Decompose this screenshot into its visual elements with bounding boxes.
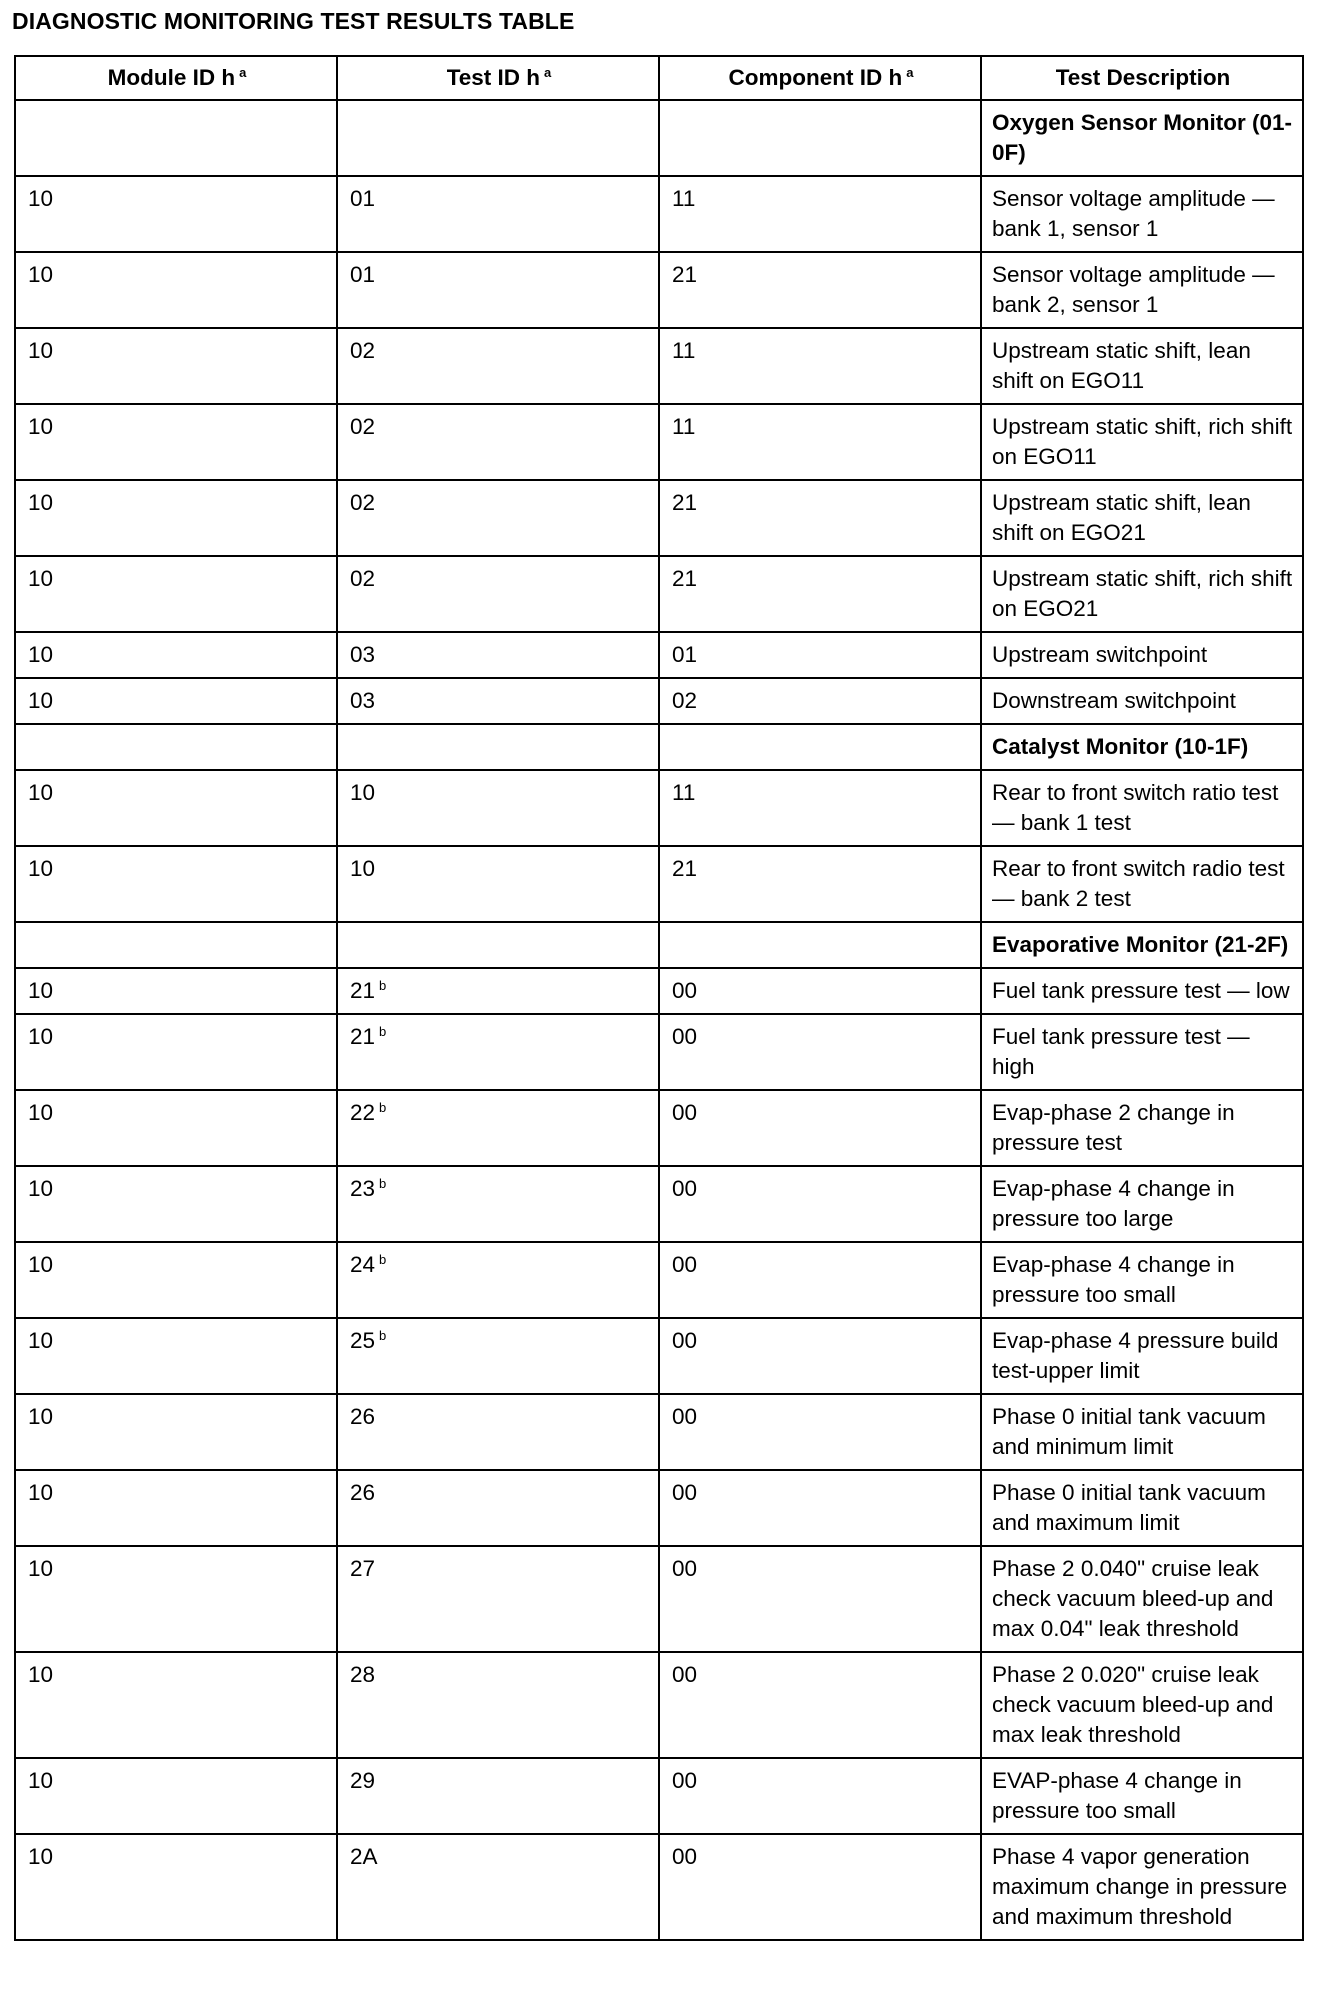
cell-component-id: 11 [659, 176, 981, 252]
cell-test-description: Sensor voltage amplitude — bank 1, sensor 1 [981, 176, 1303, 252]
cell-test-id [337, 100, 659, 176]
cell-test-description: Evap-phase 2 change in pressure test [981, 1090, 1303, 1166]
cell-module-id [15, 724, 337, 770]
cell-test-description: Rear to front switch radio test — bank 2 test [981, 846, 1303, 922]
cell-component-id: 00 [659, 1652, 981, 1758]
cell-test-description: Rear to front switch ratio test — bank 1 test [981, 770, 1303, 846]
cell-test-id [337, 176, 659, 252]
header-component-id: Component ID h $^a$ [659, 56, 981, 100]
cell-test-id [337, 1014, 659, 1090]
section-title: Oxygen Sensor Monitor (01-0F) [981, 100, 1303, 176]
cell-component-id: 00 [659, 1242, 981, 1318]
test-id-value: 10 [350, 780, 376, 805]
cell-test-id [337, 1394, 659, 1470]
test-id-value: 26 [350, 1404, 376, 1429]
footnote-marker: a [906, 65, 914, 80]
cell-test-description: Fuel tank pressure test — low [981, 968, 1303, 1014]
cell-component-id: 00 [659, 1470, 981, 1546]
cell-test-id [337, 1758, 659, 1834]
section-title: Catalyst Monitor (10-1F) [981, 724, 1303, 770]
cell-component-id [659, 724, 981, 770]
cell-module-id: 10 [15, 1394, 337, 1470]
cell-module-id: 10 [15, 1470, 337, 1546]
test-id-value: 28 [350, 1662, 376, 1687]
table-row [15, 1318, 1303, 1394]
cell-test-description: Upstream static shift, lean shift on EGO11 [981, 328, 1303, 404]
cell-module-id: 10 [15, 678, 337, 724]
cell-test-description: Evap-phase 4 change in pressure too small [981, 1242, 1303, 1318]
table-row [15, 404, 1303, 480]
cell-module-id: 10 [15, 480, 337, 556]
test-id-value: 24 [350, 1252, 376, 1277]
cell-module-id: 10 [15, 1758, 337, 1834]
table-row [15, 480, 1303, 556]
table-row [15, 678, 1303, 724]
cell-component-id: 21 [659, 846, 981, 922]
cell-component-id: 00 [659, 1318, 981, 1394]
table-row [15, 846, 1303, 922]
table-row [15, 176, 1303, 252]
footnote-marker: a [239, 65, 247, 80]
test-id-value: 02 [350, 490, 376, 515]
table-row [15, 1470, 1303, 1546]
cell-component-id: 11 [659, 770, 981, 846]
cell-test-description: Phase 2 0.040" cruise leak check vacuum bleed-up and max 0.04" leak threshold [981, 1546, 1303, 1652]
cell-module-id: 10 [15, 176, 337, 252]
test-id-value: 27 [350, 1556, 376, 1581]
cell-test-description: Fuel tank pressure test — high [981, 1014, 1303, 1090]
cell-module-id: 10 [15, 1242, 337, 1318]
test-id-value: 23 [350, 1176, 376, 1201]
cell-component-id: 21 [659, 480, 981, 556]
table-row [15, 1758, 1303, 1834]
cell-module-id [15, 922, 337, 968]
table-row [15, 632, 1303, 678]
cell-test-description: Phase 0 initial tank vacuum and minimum limit [981, 1394, 1303, 1470]
footnote-marker: b [379, 1252, 387, 1267]
cell-component-id: 11 [659, 404, 981, 480]
table-row [15, 770, 1303, 846]
test-id-value: 25 [350, 1328, 376, 1353]
cell-test-description: Downstream switchpoint [981, 678, 1303, 724]
cell-test-id [337, 632, 659, 678]
header-test-id: Test ID h $^a$ [337, 56, 659, 100]
footnote-marker: a [544, 65, 552, 80]
cell-test-id [337, 1652, 659, 1758]
cell-test-description: EVAP-phase 4 change in pressure too small [981, 1758, 1303, 1834]
test-id-value: 10 [350, 856, 376, 881]
cell-component-id: 00 [659, 1834, 981, 1940]
cell-module-id: 10 [15, 770, 337, 846]
cell-test-description: Phase 0 initial tank vacuum and maximum limit [981, 1470, 1303, 1546]
table-row [15, 1242, 1303, 1318]
cell-module-id: 10 [15, 252, 337, 328]
test-id-value: 21 [350, 1024, 376, 1049]
cell-module-id: 10 [15, 1166, 337, 1242]
cell-test-description: Upstream switchpoint [981, 632, 1303, 678]
cell-test-id [337, 678, 659, 724]
table-row [15, 328, 1303, 404]
cell-test-id [337, 1318, 659, 1394]
cell-test-description: Phase 4 vapor generation maximum change in pressure and maximum threshold [981, 1834, 1303, 1940]
cell-test-description: Evap-phase 4 change in pressure too large [981, 1166, 1303, 1242]
cell-module-id: 10 [15, 968, 337, 1014]
cell-test-id [337, 968, 659, 1014]
test-id-value: 02 [350, 414, 376, 439]
cell-test-id [337, 724, 659, 770]
table-row [15, 556, 1303, 632]
header-test-description: Test Description [981, 56, 1303, 100]
cell-test-description: Upstream static shift, lean shift on EGO21 [981, 480, 1303, 556]
cell-component-id: 00 [659, 968, 981, 1014]
cell-module-id: 10 [15, 632, 337, 678]
table-header-row [15, 56, 1303, 100]
table-row [15, 968, 1303, 1014]
section-title: Evaporative Monitor (21-2F) [981, 922, 1303, 968]
cell-module-id: 10 [15, 1546, 337, 1652]
cell-test-id [337, 770, 659, 846]
cell-test-description: Sensor voltage amplitude — bank 2, sensor 1 [981, 252, 1303, 328]
cell-component-id: 21 [659, 252, 981, 328]
footnote-marker: b [379, 1100, 387, 1115]
cell-test-id [337, 1834, 659, 1940]
cell-module-id: 10 [15, 404, 337, 480]
cell-test-id [337, 846, 659, 922]
cell-component-id [659, 922, 981, 968]
cell-module-id: 10 [15, 1652, 337, 1758]
test-id-value: 26 [350, 1480, 376, 1505]
table-row [15, 1834, 1303, 1940]
cell-component-id: 00 [659, 1090, 981, 1166]
footnote-marker: b [379, 978, 387, 993]
test-id-value: 22 [350, 1100, 376, 1125]
cell-module-id: 10 [15, 1014, 337, 1090]
cell-component-id: 00 [659, 1546, 981, 1652]
section-heading-row [15, 922, 1303, 968]
cell-test-id [337, 1470, 659, 1546]
cell-test-id [337, 1546, 659, 1652]
test-id-value: 21 [350, 978, 376, 1003]
cell-test-id [337, 1090, 659, 1166]
cell-test-id [337, 404, 659, 480]
test-id-value: 01 [350, 186, 376, 211]
cell-component-id: 02 [659, 678, 981, 724]
cell-component-id: 00 [659, 1166, 981, 1242]
table-row [15, 1090, 1303, 1166]
cell-component-id: 01 [659, 632, 981, 678]
cell-test-id [337, 1166, 659, 1242]
cell-test-id [337, 922, 659, 968]
test-id-value: 03 [350, 642, 376, 667]
cell-test-description: Phase 2 0.020" cruise leak check vacuum bleed-up and max leak threshold [981, 1652, 1303, 1758]
cell-test-id [337, 480, 659, 556]
cell-test-description: Upstream static shift, rich shift on EGO21 [981, 556, 1303, 632]
table-row [15, 1394, 1303, 1470]
cell-component-id: 00 [659, 1014, 981, 1090]
section-heading-row [15, 724, 1303, 770]
cell-test-description: Upstream static shift, rich shift on EGO11 [981, 404, 1303, 480]
cell-test-id [337, 328, 659, 404]
header-module-id: Module ID h $^a$ [15, 56, 337, 100]
table-row [15, 1014, 1303, 1090]
table-row [15, 1652, 1303, 1758]
cell-module-id [15, 100, 337, 176]
table-row [15, 252, 1303, 328]
cell-component-id [659, 100, 981, 176]
cell-test-id [337, 252, 659, 328]
test-id-value: 29 [350, 1768, 376, 1793]
footnote-marker: b [379, 1024, 387, 1039]
cell-test-id [337, 1242, 659, 1318]
cell-module-id: 10 [15, 1090, 337, 1166]
cell-module-id: 10 [15, 556, 337, 632]
test-id-value: 01 [350, 262, 376, 287]
cell-test-description: Evap-phase 4 pressure build test-upper limit [981, 1318, 1303, 1394]
cell-component-id: 11 [659, 328, 981, 404]
cell-component-id: 21 [659, 556, 981, 632]
cell-module-id: 10 [15, 846, 337, 922]
cell-component-id: 00 [659, 1394, 981, 1470]
table-row [15, 1166, 1303, 1242]
cell-module-id: 10 [15, 328, 337, 404]
table-body [15, 100, 1303, 1940]
section-heading-row [15, 100, 1303, 176]
footnote-marker: b [379, 1328, 387, 1343]
cell-component-id: 00 [659, 1758, 981, 1834]
footnote-marker: b [379, 1176, 387, 1191]
table-row [15, 1546, 1303, 1652]
cell-module-id: 10 [15, 1318, 337, 1394]
test-id-value: 2A [350, 1844, 378, 1869]
test-id-value: 02 [350, 566, 376, 591]
cell-test-id [337, 556, 659, 632]
results-table [14, 55, 1304, 1941]
test-id-value: 03 [350, 688, 376, 713]
cell-module-id: 10 [15, 1834, 337, 1940]
page-title: DIAGNOSTIC MONITORING TEST RESULTS TABLE [12, 8, 575, 34]
test-id-value: 02 [350, 338, 376, 363]
